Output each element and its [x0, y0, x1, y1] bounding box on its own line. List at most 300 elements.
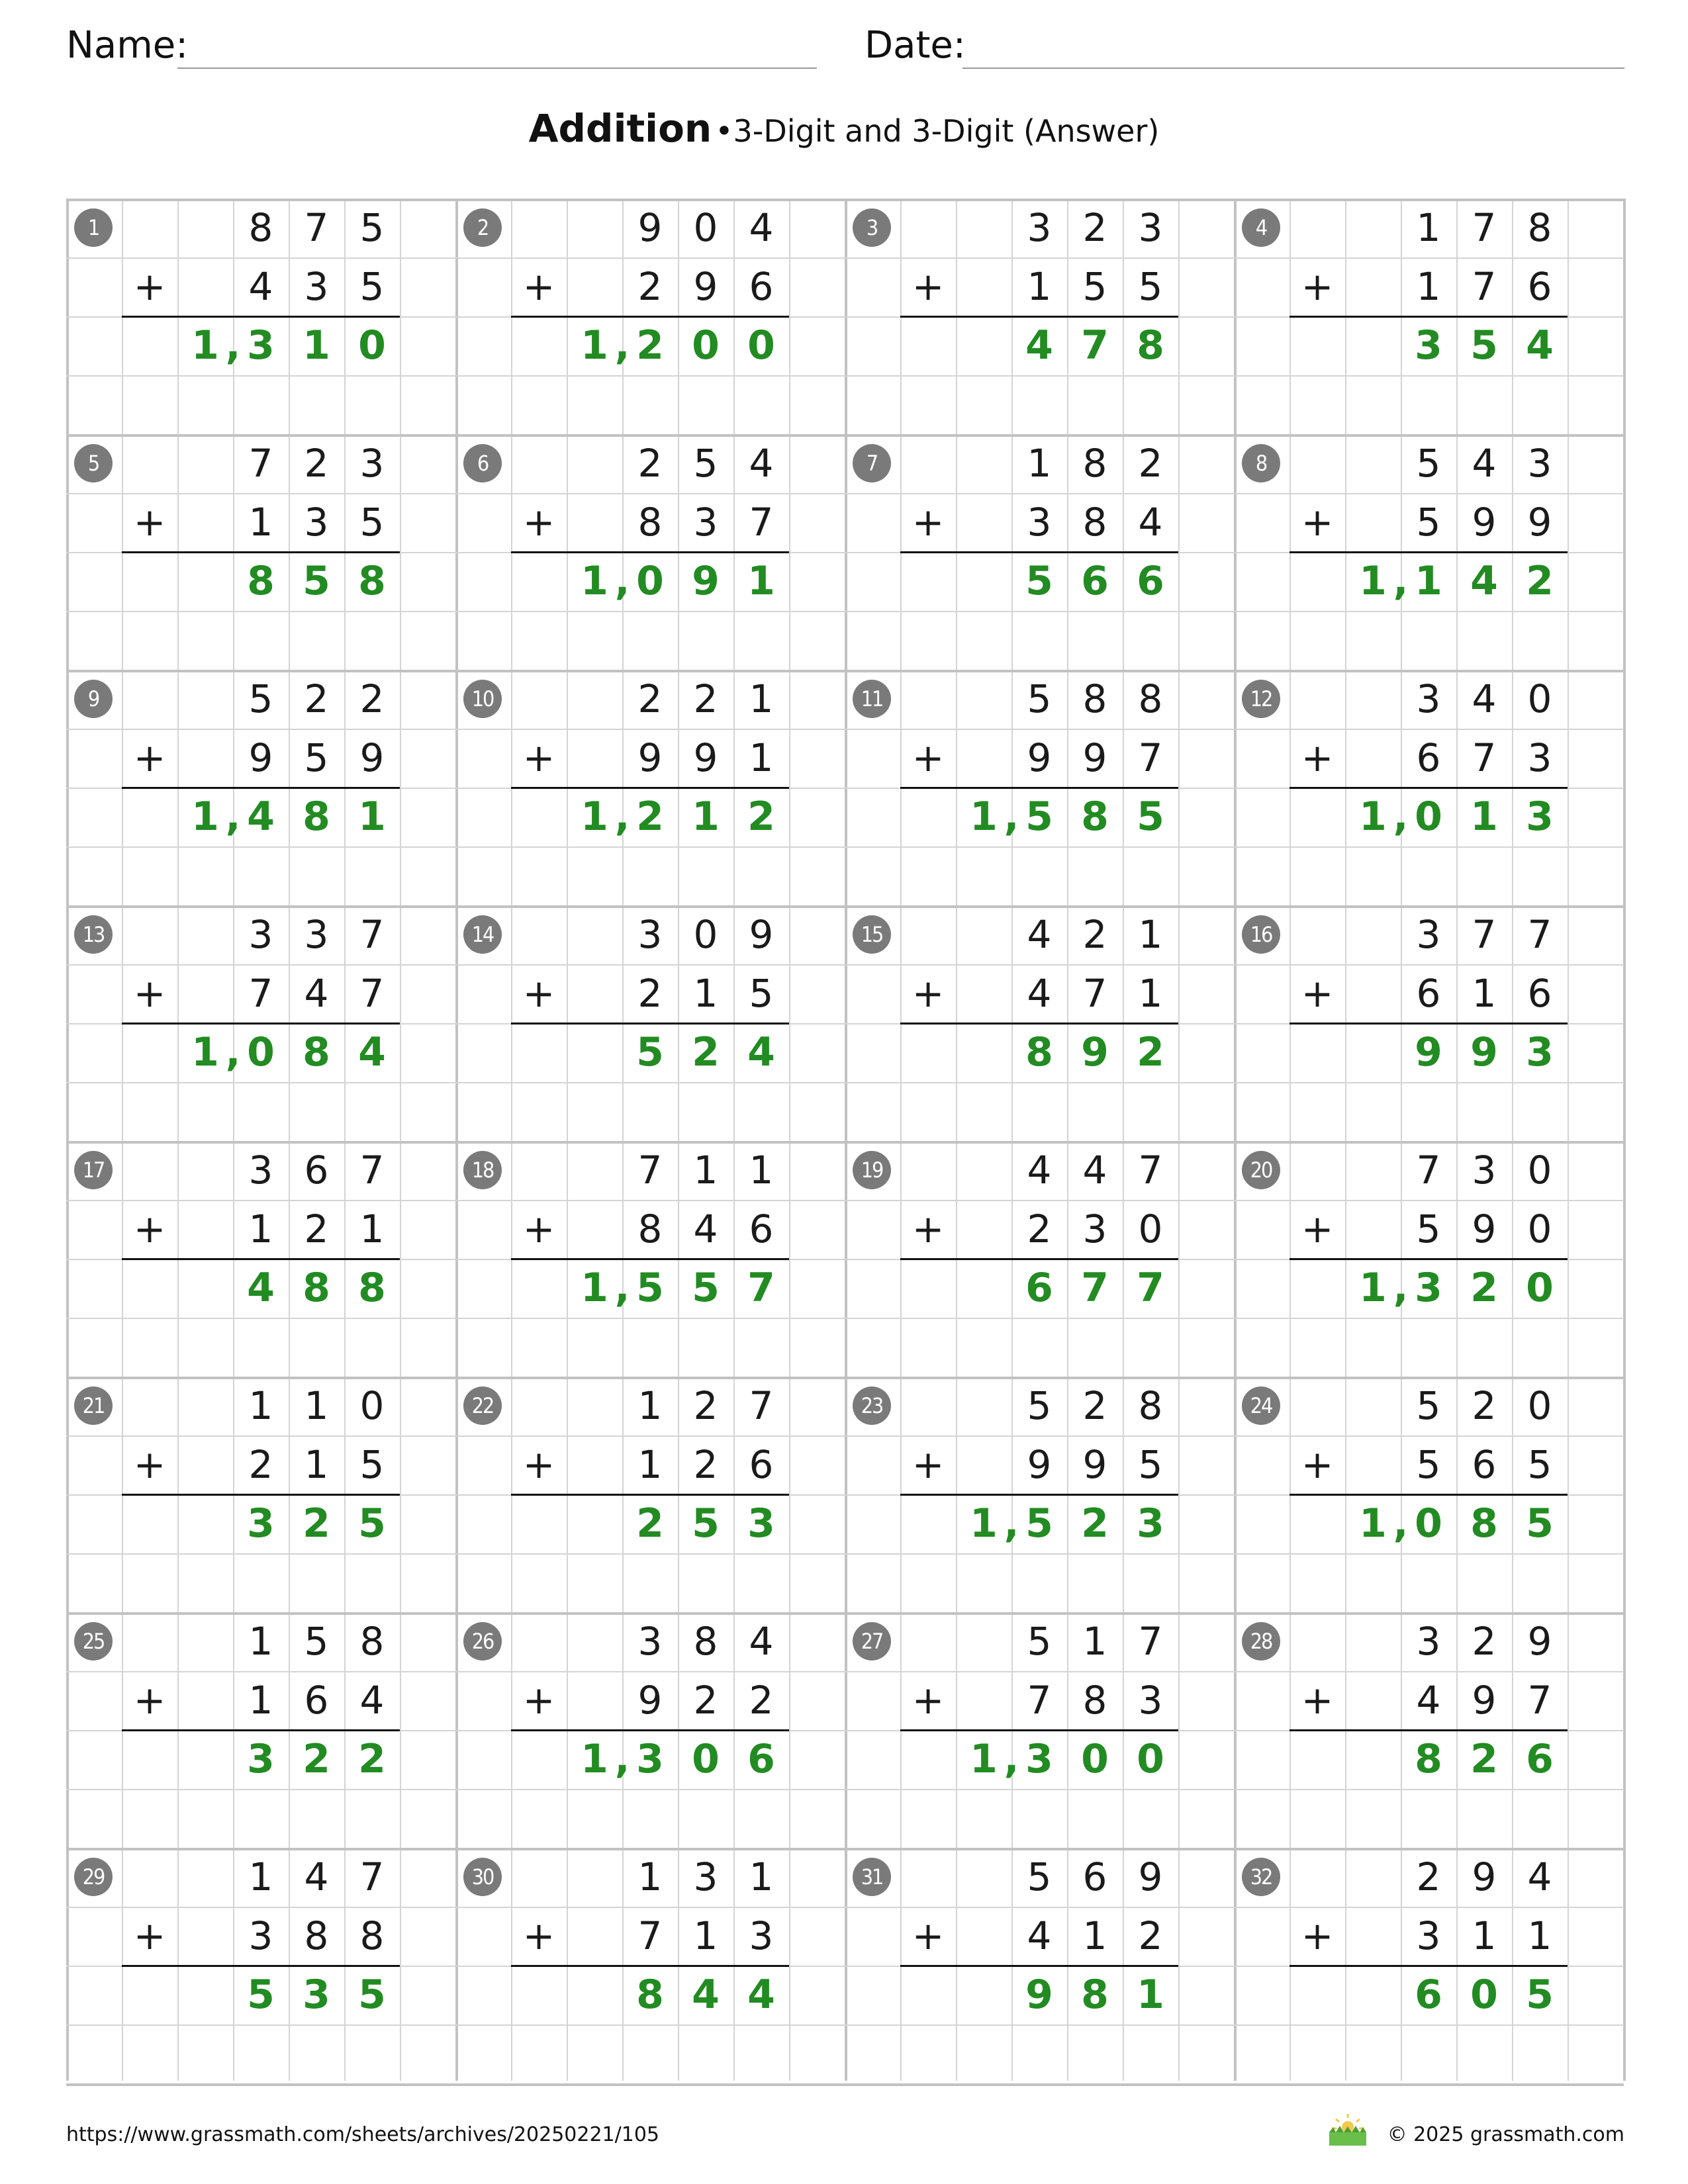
bottom-addend-digit: 1 — [1527, 1913, 1552, 1958]
name-label: Name: — [66, 24, 189, 67]
answer-digit: 0 — [1415, 1500, 1442, 1547]
plus-sign: + — [1301, 1913, 1334, 1958]
answer-comma: , — [614, 322, 630, 369]
bottom-addend-digit: 6 — [1416, 735, 1441, 780]
top-addend-digit: 6 — [304, 1148, 329, 1193]
answer-digit: 5 — [636, 1265, 664, 1311]
top-addend-digit: 2 — [304, 676, 329, 721]
answer-comma: , — [225, 322, 241, 369]
answer-digit: 1 — [191, 322, 219, 369]
bottom-addend-digit: 1 — [359, 1206, 385, 1251]
top-addend-digit: 4 — [1527, 1854, 1552, 1899]
plus-sign: + — [912, 500, 945, 545]
bottom-addend-digit: 4 — [248, 264, 273, 309]
problem-number-badge: 18 — [463, 1151, 502, 1189]
answer-digit: 6 — [1415, 1972, 1442, 2018]
answer-digit: 2 — [1526, 558, 1554, 604]
bottom-addend-digit: 3 — [693, 500, 718, 545]
problem-number-badge: 7 — [853, 444, 891, 482]
answer-digit: 6 — [747, 1736, 775, 1782]
top-addend-digit: 7 — [359, 912, 385, 957]
grid-hline — [66, 375, 1624, 377]
answer-digit: 0 — [1470, 1972, 1498, 2018]
problem-number-badge: 4 — [1242, 208, 1280, 247]
bottom-addend-digit: 5 — [359, 500, 385, 545]
answer-digit: 0 — [1526, 1265, 1554, 1311]
bottom-addend-digit: 5 — [304, 735, 329, 780]
answer-digit: 1 — [1359, 794, 1387, 840]
answer-digit: 1 — [1359, 558, 1387, 604]
problem-number-badge: 29 — [74, 1858, 113, 1896]
answer-digit: 9 — [1415, 1029, 1442, 1075]
top-addend-digit: 8 — [1138, 1383, 1163, 1428]
bottom-addend-digit: 7 — [1082, 971, 1107, 1016]
plus-sign: + — [522, 1678, 555, 1723]
bottom-addend-digit: 8 — [359, 1913, 385, 1958]
grid-vline — [900, 199, 902, 2081]
answer-digit: 2 — [747, 794, 775, 840]
bottom-addend-digit: 1 — [304, 1442, 329, 1487]
bottom-addend-digit: 4 — [1138, 500, 1163, 545]
top-addend-digit: 0 — [1527, 676, 1552, 721]
plus-sign: + — [912, 735, 945, 780]
bottom-addend-digit: 5 — [1082, 264, 1107, 309]
answer-digit: 2 — [1137, 1029, 1164, 1075]
answer-digit: 1 — [191, 1029, 219, 1075]
top-addend-digit: 1 — [248, 1619, 273, 1664]
answer-comma: , — [1393, 558, 1409, 604]
top-addend-digit: 7 — [359, 1854, 385, 1899]
top-addend-digit: 7 — [637, 1148, 663, 1193]
answer-digit: 1 — [970, 1736, 998, 1782]
top-addend-digit: 2 — [1138, 441, 1163, 486]
grid-hline — [66, 1789, 1624, 1790]
answer-digit: 0 — [1137, 1736, 1164, 1782]
plus-sign: + — [133, 971, 166, 1016]
answer-comma: , — [225, 1029, 241, 1075]
top-addend-digit: 2 — [637, 441, 663, 486]
top-addend-digit: 3 — [248, 1148, 273, 1193]
grid-hline — [66, 1082, 1624, 1083]
bottom-addend-digit: 1 — [248, 1678, 273, 1723]
answer-comma: , — [1004, 794, 1019, 840]
grass-sun-logo-icon — [1327, 2113, 1369, 2147]
bottom-addend-digit: 5 — [1138, 264, 1163, 309]
bottom-addend-digit: 7 — [749, 500, 774, 545]
top-addend-digit: 4 — [1082, 1148, 1107, 1193]
answer-digit: 5 — [692, 1500, 720, 1547]
answer-digit: 0 — [692, 1736, 720, 1782]
answer-comma: , — [225, 794, 241, 840]
plus-sign: + — [1301, 1206, 1334, 1251]
top-addend-digit: 3 — [1527, 441, 1552, 486]
answer-digit: 7 — [1081, 1265, 1109, 1311]
answer-digit: 6 — [1025, 1265, 1053, 1311]
grid-vline — [1345, 199, 1346, 2081]
answer-digit: 9 — [1025, 1972, 1053, 2018]
top-addend-digit: 3 — [637, 912, 663, 957]
bottom-addend-digit: 5 — [359, 1442, 385, 1487]
answer-digit: 8 — [636, 1972, 664, 2018]
answer-digit: 0 — [1415, 794, 1442, 840]
bottom-addend-digit: 9 — [248, 735, 273, 780]
plus-sign: + — [912, 264, 945, 309]
top-addend-digit: 5 — [304, 1619, 329, 1664]
problem-number-badge: 8 — [1242, 444, 1280, 482]
footer-url[interactable]: https://www.grassmath.com/sheets/archives/20250221/105 — [66, 2123, 660, 2146]
problem-number-badge: 27 — [853, 1622, 891, 1661]
answer-digit: 3 — [303, 1972, 330, 2018]
answer-digit: 0 — [1081, 1736, 1109, 1782]
answer-digit: 0 — [747, 322, 775, 369]
top-addend-digit: 2 — [1416, 1854, 1441, 1899]
bottom-addend-digit: 9 — [1472, 1678, 1497, 1723]
grid-vline — [1623, 199, 1626, 2081]
answer-digit: 3 — [247, 322, 275, 369]
answer-digit: 3 — [747, 1500, 775, 1547]
top-addend-digit: 0 — [693, 912, 718, 957]
bottom-addend-digit: 1 — [693, 1913, 718, 1958]
problem-number-badge: 15 — [853, 915, 891, 954]
problem-number-badge: 12 — [1242, 680, 1280, 718]
top-addend-digit: 7 — [304, 205, 329, 250]
top-addend-digit: 8 — [1527, 205, 1552, 250]
top-addend-digit: 3 — [693, 1854, 718, 1899]
bottom-addend-digit: 5 — [1416, 1206, 1441, 1251]
answer-comma: , — [1004, 1736, 1019, 1782]
bottom-addend-digit: 1 — [1416, 264, 1441, 309]
answer-digit: 5 — [636, 1029, 664, 1075]
top-addend-digit: 0 — [359, 1383, 385, 1428]
answer-digit: 4 — [1025, 322, 1053, 369]
answer-digit: 6 — [1137, 558, 1164, 604]
bottom-addend-digit: 7 — [1138, 735, 1163, 780]
top-addend-digit: 7 — [1472, 205, 1497, 250]
top-addend-digit: 8 — [1138, 676, 1163, 721]
bottom-addend-digit: 2 — [304, 1206, 329, 1251]
problem-number-badge: 16 — [1242, 915, 1280, 954]
top-addend-digit: 1 — [693, 1148, 718, 1193]
top-addend-digit: 0 — [693, 205, 718, 250]
answer-digit: 3 — [247, 1500, 275, 1547]
top-addend-digit: 4 — [1472, 441, 1497, 486]
problem-number-badge: 25 — [74, 1622, 113, 1661]
plus-sign: + — [133, 1678, 166, 1723]
top-addend-digit: 3 — [359, 441, 385, 486]
top-addend-digit: 3 — [1138, 205, 1163, 250]
top-addend-digit: 1 — [248, 1383, 273, 1428]
bottom-addend-digit: 1 — [637, 1442, 663, 1487]
bottom-addend-digit: 9 — [693, 735, 718, 780]
bottom-addend-digit: 9 — [1082, 735, 1107, 780]
top-addend-digit: 3 — [1027, 205, 1052, 250]
problem-number-badge: 32 — [1242, 1858, 1280, 1896]
bottom-addend-digit: 1 — [248, 500, 273, 545]
bottom-addend-digit: 7 — [1472, 735, 1497, 780]
top-addend-digit: 2 — [1082, 912, 1107, 957]
bottom-addend-digit: 3 — [304, 264, 329, 309]
answer-digit: 2 — [303, 1736, 330, 1782]
bottom-addend-digit: 6 — [749, 264, 774, 309]
bottom-addend-digit: 9 — [693, 264, 718, 309]
top-addend-digit: 0 — [1527, 1148, 1552, 1193]
bottom-addend-digit: 4 — [1027, 1913, 1052, 1958]
answer-digit: 2 — [636, 794, 664, 840]
plus-sign: + — [522, 1442, 555, 1487]
bottom-addend-digit: 3 — [1027, 500, 1052, 545]
answer-digit: 4 — [1526, 322, 1554, 369]
grid-hline — [66, 611, 1624, 612]
bottom-addend-digit: 7 — [1527, 1678, 1552, 1723]
plus-sign: + — [133, 500, 166, 545]
top-addend-digit: 7 — [359, 1148, 385, 1193]
bottom-addend-digit: 2 — [693, 1442, 718, 1487]
bottom-addend-digit: 7 — [1027, 1678, 1052, 1723]
grid-vline — [400, 199, 401, 2081]
answer-digit: 1 — [581, 794, 608, 840]
grid-hline — [66, 1553, 1624, 1555]
answer-digit: 2 — [636, 322, 664, 369]
answer-digit: 5 — [1025, 1500, 1053, 1547]
bottom-addend-digit: 5 — [359, 264, 385, 309]
name-line[interactable] — [177, 68, 817, 69]
answer-digit: 0 — [358, 322, 386, 369]
bottom-addend-digit: 9 — [1027, 1442, 1052, 1487]
plus-sign: + — [522, 735, 555, 780]
top-addend-digit: 9 — [1527, 1619, 1552, 1664]
bottom-addend-digit: 7 — [637, 1913, 663, 1958]
answer-digit: 8 — [1081, 1972, 1109, 2018]
answer-digit: 4 — [247, 794, 275, 840]
page-title — [0, 106, 1688, 151]
answer-digit: 5 — [1025, 794, 1053, 840]
top-addend-digit: 8 — [1082, 676, 1107, 721]
answer-digit: 6 — [1526, 1736, 1554, 1782]
bottom-addend-digit: 6 — [749, 1206, 774, 1251]
answer-digit: 5 — [1025, 558, 1053, 604]
grid-hline — [66, 1318, 1624, 1319]
answer-digit: 8 — [1081, 794, 1109, 840]
problem-number-badge: 31 — [853, 1858, 891, 1896]
answer-digit: 5 — [692, 1265, 720, 1311]
top-addend-digit: 1 — [304, 1383, 329, 1428]
answer-digit: 8 — [303, 1029, 330, 1075]
top-addend-digit: 9 — [749, 912, 774, 957]
top-addend-digit: 1 — [637, 1854, 663, 1899]
problem-number-badge: 14 — [463, 915, 502, 954]
bottom-addend-digit: 8 — [1082, 1678, 1107, 1723]
answer-comma: , — [614, 1736, 630, 1782]
bottom-addend-digit: 4 — [693, 1206, 718, 1251]
answer-digit: 4 — [692, 1972, 720, 2018]
answer-digit: 8 — [358, 1265, 386, 1311]
bottom-addend-digit: 6 — [1527, 264, 1552, 309]
top-addend-digit: 5 — [359, 205, 385, 250]
answer-digit: 8 — [1025, 1029, 1053, 1075]
title-main: Addition — [528, 106, 712, 151]
top-addend-digit: 2 — [1472, 1619, 1497, 1664]
grid-vline — [1568, 199, 1569, 2081]
bottom-addend-digit: 2 — [637, 264, 663, 309]
top-addend-digit: 4 — [1027, 912, 1052, 957]
answer-digit: 8 — [1137, 322, 1164, 369]
top-addend-digit: 1 — [637, 1383, 663, 1428]
bottom-addend-digit: 7 — [248, 971, 273, 1016]
bottom-addend-digit: 9 — [1082, 1442, 1107, 1487]
top-addend-digit: 4 — [1472, 676, 1497, 721]
bottom-addend-digit: 6 — [749, 1442, 774, 1487]
top-addend-digit: 3 — [1416, 1619, 1441, 1664]
bottom-addend-digit: 9 — [637, 735, 663, 780]
answer-digit: 5 — [358, 1972, 386, 2018]
bottom-addend-digit: 2 — [693, 1678, 718, 1723]
plus-sign: + — [1301, 1442, 1334, 1487]
problem-number-badge: 11 — [853, 680, 891, 718]
plus-sign: + — [1301, 500, 1334, 545]
date-label: Date: — [865, 24, 966, 67]
problem-number-badge: 17 — [74, 1151, 113, 1189]
bottom-addend-digit: 0 — [1138, 1206, 1163, 1251]
bottom-addend-digit: 0 — [1527, 1206, 1552, 1251]
answer-digit: 4 — [747, 1029, 775, 1075]
answer-digit: 1 — [303, 322, 330, 369]
problem-number-badge: 13 — [74, 915, 113, 954]
date-line[interactable] — [962, 68, 1624, 69]
top-addend-digit: 9 — [637, 205, 663, 250]
answer-digit: 3 — [1526, 794, 1554, 840]
grid-vline — [511, 199, 512, 2081]
answer-digit: 1 — [581, 558, 608, 604]
grid-vline — [789, 199, 790, 2081]
problem-number-badge: 28 — [1242, 1622, 1280, 1661]
problem-number-badge: 6 — [463, 444, 502, 482]
answer-digit: 3 — [247, 1736, 275, 1782]
top-addend-digit: 2 — [637, 676, 663, 721]
answer-digit: 9 — [1470, 1029, 1498, 1075]
answer-digit: 2 — [1470, 1265, 1498, 1311]
answer-digit: 4 — [1470, 558, 1498, 604]
top-addend-digit: 1 — [749, 1148, 774, 1193]
answer-digit: 1 — [581, 1265, 608, 1311]
answer-digit: 2 — [636, 1500, 664, 1547]
plus-sign: + — [133, 264, 166, 309]
plus-sign: + — [1301, 971, 1334, 1016]
top-addend-digit: 3 — [1416, 912, 1441, 957]
problem-number-badge: 26 — [463, 1622, 502, 1661]
problem-number-badge: 5 — [74, 444, 113, 482]
bottom-addend-digit: 3 — [248, 1913, 273, 1958]
bottom-addend-digit: 1 — [749, 735, 774, 780]
bottom-addend-digit: 3 — [304, 500, 329, 545]
answer-digit: 4 — [358, 1029, 386, 1075]
answer-comma: , — [1004, 1500, 1019, 1547]
bottom-addend-digit: 1 — [1082, 1913, 1107, 1958]
top-addend-digit: 4 — [749, 1619, 774, 1664]
top-addend-digit: 5 — [1027, 1619, 1052, 1664]
problem-number-badge: 22 — [463, 1387, 502, 1425]
answer-digit: 5 — [1137, 794, 1164, 840]
bottom-addend-digit: 6 — [1472, 1442, 1497, 1487]
problem-number-badge: 19 — [853, 1151, 891, 1189]
bottom-addend-digit: 9 — [637, 1678, 663, 1723]
bottom-addend-digit: 2 — [637, 971, 663, 1016]
top-addend-digit: 5 — [1027, 1854, 1052, 1899]
bottom-addend-digit: 9 — [1527, 500, 1552, 545]
bottom-addend-digit: 5 — [1416, 500, 1441, 545]
bottom-addend-digit: 3 — [1082, 1206, 1107, 1251]
title-bullet: • — [715, 113, 733, 149]
problem-number-badge: 30 — [463, 1858, 502, 1896]
grid-vline — [1234, 199, 1237, 2081]
answer-digit: 3 — [636, 1736, 664, 1782]
top-addend-digit: 8 — [693, 1619, 718, 1664]
problem-number-badge: 2 — [463, 208, 502, 247]
answer-digit: 1 — [692, 794, 720, 840]
answer-digit: 1 — [1415, 558, 1442, 604]
top-addend-digit: 1 — [1082, 1619, 1107, 1664]
bottom-addend-digit: 7 — [359, 971, 385, 1016]
grid-vline — [1289, 199, 1291, 2081]
bottom-addend-digit: 2 — [248, 1442, 273, 1487]
top-addend-digit: 1 — [749, 676, 774, 721]
top-addend-digit: 7 — [1138, 1148, 1163, 1193]
bottom-addend-digit: 1 — [1027, 264, 1052, 309]
answer-digit: 9 — [1081, 1029, 1109, 1075]
answer-digit: 4 — [747, 1972, 775, 2018]
top-addend-digit: 5 — [1416, 1383, 1441, 1428]
bottom-addend-digit: 6 — [1527, 971, 1552, 1016]
plus-sign: + — [1301, 264, 1334, 309]
top-addend-digit: 1 — [749, 1854, 774, 1899]
answer-digit: 2 — [303, 1500, 330, 1547]
bottom-addend-digit: 4 — [1027, 971, 1052, 1016]
answer-digit: 3 — [1415, 322, 1442, 369]
grid-hline — [66, 2025, 1624, 2026]
top-addend-digit: 5 — [248, 676, 273, 721]
problem-number-badge: 24 — [1242, 1387, 1280, 1425]
answer-comma: , — [614, 558, 630, 604]
top-addend-digit: 7 — [1527, 912, 1552, 957]
answer-digit: 2 — [1081, 1500, 1109, 1547]
top-addend-digit: 3 — [248, 912, 273, 957]
bottom-addend-digit: 1 — [248, 1206, 273, 1251]
bottom-addend-digit: 8 — [637, 500, 663, 545]
plus-sign: + — [522, 1206, 555, 1251]
top-addend-digit: 2 — [1472, 1383, 1497, 1428]
top-addend-digit: 7 — [248, 441, 273, 486]
bottom-addend-digit: 5 — [1138, 1442, 1163, 1487]
bottom-addend-digit: 5 — [749, 971, 774, 1016]
grid-vline — [455, 199, 458, 2081]
answer-digit: 3 — [1526, 1029, 1554, 1075]
top-addend-digit: 9 — [1138, 1854, 1163, 1899]
top-addend-digit: 2 — [693, 676, 718, 721]
plus-sign: + — [1301, 1678, 1334, 1723]
top-addend-digit: 2 — [304, 441, 329, 486]
bottom-addend-digit: 9 — [359, 735, 385, 780]
top-addend-digit: 7 — [749, 1383, 774, 1428]
top-addend-digit: 4 — [1027, 1148, 1052, 1193]
answer-digit: 5 — [1526, 1500, 1554, 1547]
answer-digit: 7 — [1137, 1265, 1164, 1311]
answer-digit: 3 — [1415, 1265, 1442, 1311]
bottom-addend-digit: 6 — [304, 1678, 329, 1723]
answer-digit: 1 — [1137, 1972, 1164, 2018]
top-addend-digit: 5 — [1027, 1383, 1052, 1428]
title-subtitle: 3-Digit and 3-Digit (Answer) — [733, 113, 1160, 149]
bottom-addend-digit: 4 — [1416, 1678, 1441, 1723]
bottom-addend-digit: 8 — [637, 1206, 663, 1251]
